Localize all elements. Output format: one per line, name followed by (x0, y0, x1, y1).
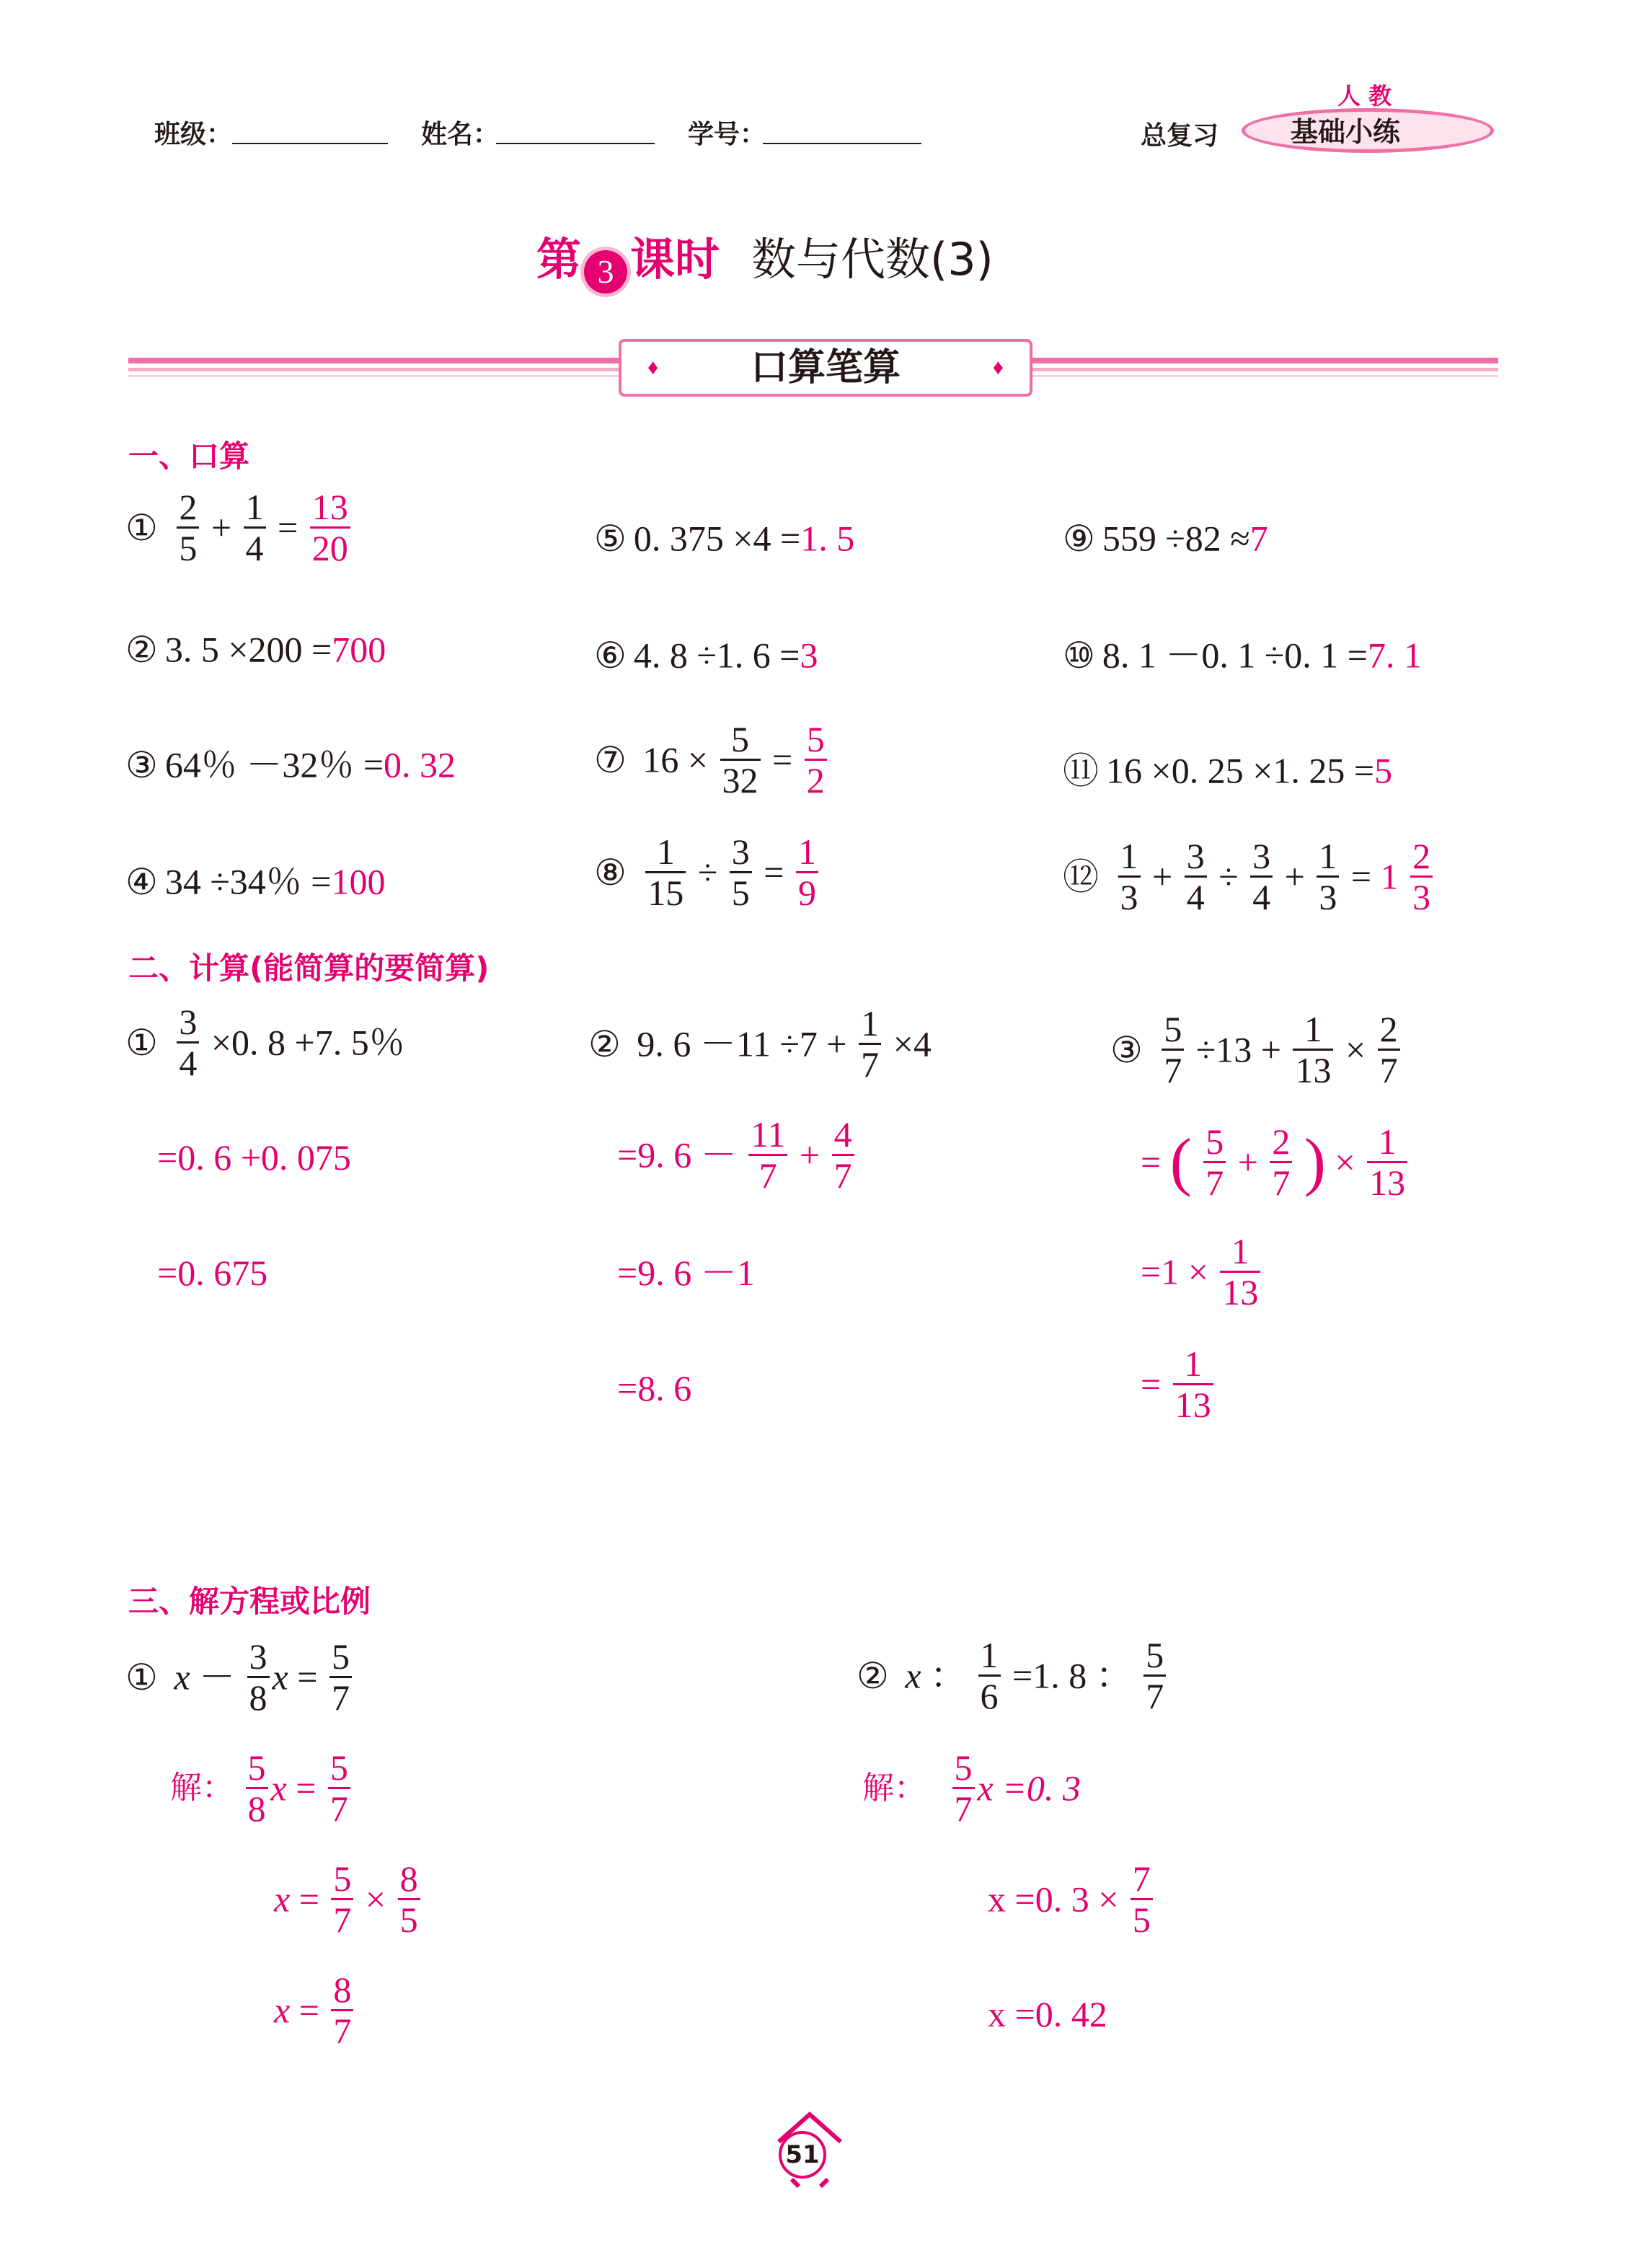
denominator: 7 (1205, 1162, 1224, 1203)
denominator: 8 (249, 1677, 267, 1718)
operator: + (1152, 856, 1173, 897)
fraction (730, 832, 752, 912)
oral-item (1063, 749, 1392, 789)
operator: × (365, 1879, 386, 1920)
expression: 0. 375 ×4 = (633, 518, 801, 559)
item-number: ② (125, 629, 158, 670)
denominator: 32 (722, 760, 758, 800)
calc-step (617, 1115, 857, 1195)
numerator: 5 (1162, 1010, 1184, 1051)
fraction (720, 720, 761, 800)
oral-item (1063, 633, 1422, 674)
numerator: 3 (177, 1002, 199, 1043)
fraction (1162, 1010, 1184, 1090)
solution-label: 解： (862, 1769, 926, 1806)
item-number: ② (857, 1655, 889, 1696)
oral-item (594, 633, 818, 674)
denominator: 20 (311, 528, 348, 568)
expression: 64％ －32％ = (164, 744, 384, 785)
operator: ÷ (697, 852, 718, 893)
lesson-topic: 数与代数(3) (751, 233, 994, 286)
numerator: 1 (796, 832, 818, 873)
denominator: 3 (1319, 877, 1337, 917)
answer: 700 (332, 629, 386, 670)
fraction (331, 1970, 353, 2050)
operator: + (1284, 856, 1305, 897)
oral-item (594, 516, 854, 557)
item-number: ⑥ (594, 635, 627, 676)
fraction (978, 1636, 1001, 1716)
name-label: 姓名： (421, 120, 500, 149)
numerator: 3 (730, 832, 752, 873)
equation-step (862, 1748, 1081, 1828)
denominator: 7 (1146, 1676, 1164, 1716)
expression: =9. 6 － (617, 1134, 737, 1175)
expression: 8. 1 －0. 1 ÷0. 1 = (1102, 635, 1368, 676)
denominator: 7 (861, 1044, 880, 1085)
denominator: 7 (758, 1155, 777, 1196)
fraction (1250, 837, 1273, 917)
solution-label: 解： (170, 1769, 234, 1806)
denominator: 15 (647, 873, 684, 913)
expression: =1 × (1141, 1251, 1208, 1292)
calc-step: =9. 6 －1 (617, 1253, 755, 1293)
fraction (177, 1002, 199, 1082)
fraction (1270, 1122, 1292, 1202)
calc-step: =8. 6 (617, 1368, 692, 1408)
numerator: 5 (1143, 1636, 1166, 1677)
lesson-number-badge: 3 (584, 250, 627, 294)
expression: 16 ×0. 25 ×1. 25 = (1106, 750, 1375, 791)
fraction (1185, 837, 1207, 917)
class-label: 班级： (154, 120, 233, 149)
fraction (832, 1115, 854, 1195)
fraction (328, 1748, 350, 1828)
operator: × (1345, 1029, 1366, 1070)
fraction (645, 832, 686, 912)
answer: 3 (800, 635, 818, 676)
numerator: 1 (1118, 837, 1141, 878)
numerator: 5 (246, 1748, 268, 1789)
expression: ×0. 8 +7. 5％ (211, 1022, 405, 1063)
section-banner (619, 339, 1032, 397)
right-paren: ) (1304, 1126, 1326, 1198)
lesson-prefix: 第 (536, 233, 582, 286)
fraction (1143, 1636, 1166, 1716)
answer-fraction (310, 487, 350, 568)
numerator: 1 (1317, 837, 1339, 878)
numerator: 5 (331, 1859, 353, 1900)
numerator: 8 (398, 1859, 420, 1900)
expression: 9. 6 －11 ÷7 + (637, 1023, 847, 1064)
item-number: ④ (125, 861, 158, 902)
lesson-title (536, 224, 994, 294)
item-number: ③ (125, 744, 158, 785)
series-title: 基础小练 (1291, 116, 1401, 148)
equation-step (170, 1748, 353, 1828)
expression: ×4 (893, 1023, 932, 1064)
diamond-icon: ♦ (992, 356, 1004, 379)
equals: = (1141, 1364, 1162, 1405)
denominator: 5 (1132, 1899, 1151, 1940)
expression: 16 × (642, 739, 709, 780)
section-heading-calc: 二、计算(能简算的要简算) (128, 950, 490, 986)
calc-problem (588, 1004, 932, 1084)
equals: = (764, 852, 784, 893)
numerator: 1 (1293, 1010, 1333, 1051)
ratio-colon: ： (930, 1655, 967, 1696)
denominator: 7 (1164, 1050, 1182, 1090)
fraction (244, 487, 266, 568)
equals: = (298, 1990, 319, 2031)
oral-item (125, 743, 456, 783)
item-number: ⑤ (594, 518, 627, 559)
numerator: 11 (748, 1115, 787, 1156)
denominator: 7 (331, 1677, 350, 1718)
denominator: 8 (247, 1788, 266, 1829)
denominator: 13 (1174, 1385, 1211, 1425)
fraction (1378, 1010, 1400, 1090)
variable: x (905, 1655, 921, 1696)
equation-problem (125, 1637, 355, 1717)
equals: = (278, 507, 298, 548)
item-number: ① (125, 1656, 158, 1698)
expression: 559 ÷82 ≈ (1102, 518, 1250, 559)
fraction (1367, 1122, 1407, 1202)
numerator: 3 (247, 1637, 270, 1678)
oral-item (125, 860, 385, 900)
fraction (1220, 1232, 1260, 1312)
numerator: 1 (978, 1636, 1001, 1677)
denominator: 3 (1120, 877, 1138, 917)
left-paren: ( (1169, 1126, 1192, 1198)
numerator: 1 (1367, 1122, 1407, 1163)
review-label: 总复习 (1141, 121, 1219, 151)
fraction (398, 1859, 420, 1939)
denominator: 7 (1272, 1162, 1291, 1203)
numerator: 5 (1203, 1122, 1226, 1163)
denominator: 5 (731, 873, 750, 913)
fraction (859, 1004, 881, 1084)
class-field[interactable] (232, 143, 388, 144)
oral-item (1063, 837, 1435, 917)
fraction (247, 1637, 270, 1717)
equation-problem (857, 1636, 1169, 1716)
numerator: 1 (645, 832, 686, 873)
numerator: 5 (329, 1637, 352, 1678)
lesson-suffix: 课时 (630, 233, 720, 286)
diamond-icon: ♦ (647, 356, 659, 379)
answer-fraction (796, 832, 818, 912)
expression: ÷13 + (1195, 1029, 1281, 1070)
expression: x =0. 3 × (988, 1879, 1119, 1920)
equals: = (1350, 856, 1372, 897)
expression: x =0. 3 (977, 1768, 1081, 1809)
denominator: 5 (179, 528, 198, 568)
fraction (748, 1115, 787, 1195)
answer: 5 (1374, 750, 1393, 791)
expression: 34 ÷34％ = (164, 861, 332, 902)
expression: 3. 5 ×200 = (164, 629, 332, 670)
denominator: 7 (333, 1899, 352, 1940)
numerator: 5 (805, 720, 827, 761)
numerator: 13 (310, 487, 350, 529)
numerator: 5 (720, 720, 761, 761)
fraction (1203, 1122, 1226, 1202)
equals: = (1141, 1142, 1162, 1183)
answer: 7. 1 (1367, 635, 1422, 676)
denominator: 7 (833, 1155, 852, 1196)
item-number: ⑦ (594, 739, 627, 780)
numerator: 2 (1410, 837, 1433, 878)
fraction (952, 1748, 975, 1828)
id-field[interactable] (763, 143, 921, 144)
numerator: 5 (328, 1748, 350, 1789)
numerator: 2 (177, 487, 199, 529)
denominator: 4 (1186, 877, 1205, 917)
fraction (1173, 1344, 1213, 1424)
calc-step (1141, 1232, 1263, 1312)
operator: + (211, 507, 232, 548)
denominator: 4 (179, 1043, 198, 1083)
oral-item (594, 832, 821, 912)
denominator: 7 (333, 2011, 352, 2051)
item-number: ③ (1110, 1029, 1143, 1070)
page-number: 51 (779, 2131, 826, 2179)
section-heading-equations: 三、解方程或比例 (128, 1584, 371, 1619)
item-number: ⑪ (1063, 750, 1099, 791)
numerator: 3 (1185, 837, 1207, 878)
fraction (331, 1859, 353, 1939)
oral-item (125, 487, 353, 568)
operator: + (1237, 1142, 1258, 1183)
denominator: 7 (329, 1788, 348, 1829)
expression: =1. 8 ： (1012, 1655, 1132, 1696)
calc-step: =0. 675 (157, 1253, 268, 1293)
numerator: 1 (1220, 1232, 1260, 1273)
numerator: 1 (1173, 1344, 1213, 1385)
fraction (246, 1748, 268, 1828)
denominator: 3 (1412, 877, 1431, 917)
variable: x (174, 1656, 190, 1698)
item-number: ⑩ (1063, 635, 1095, 676)
name-field[interactable] (496, 143, 655, 144)
answer: 1. 5 (800, 518, 855, 559)
equation-step (988, 1859, 1156, 1939)
variable: x (270, 1768, 287, 1809)
numerator: 2 (1378, 1010, 1400, 1051)
equals: = (298, 1879, 319, 1920)
operator: × (1335, 1142, 1355, 1183)
variable: x (274, 1879, 291, 1920)
publisher-label: 人 教 (1337, 82, 1392, 110)
denominator: 6 (980, 1676, 999, 1716)
item-number: ⑨ (1063, 518, 1095, 559)
denominator: 13 (1295, 1050, 1332, 1090)
answer-whole: 1 (1380, 856, 1399, 897)
oral-item (125, 627, 386, 668)
operator: + (799, 1134, 820, 1175)
operator: － (199, 1656, 236, 1698)
calc-problem (1110, 1010, 1403, 1090)
expression: 4. 8 ÷1. 6 = (633, 635, 800, 676)
item-number: ① (125, 1022, 158, 1063)
equals: = (296, 1768, 317, 1809)
denominator: 7 (1379, 1050, 1398, 1090)
fraction (177, 487, 199, 568)
id-label: 学号： (688, 120, 766, 149)
numerator: 5 (952, 1748, 975, 1789)
denominator: 7 (954, 1788, 973, 1829)
numerator: 2 (1270, 1122, 1292, 1163)
denominator: 9 (797, 873, 816, 913)
equation-step (274, 1970, 356, 2050)
denominator: 13 (1369, 1162, 1406, 1203)
answer: 0. 32 (384, 744, 456, 785)
calc-problem (125, 1002, 405, 1082)
denominator: 4 (245, 528, 264, 568)
fraction (1317, 837, 1339, 917)
answer-fraction (1410, 837, 1433, 917)
variable: x (274, 1990, 291, 2031)
denominator: 5 (399, 1899, 418, 1940)
fraction (1131, 1859, 1153, 1939)
item-number: ⑧ (594, 852, 627, 893)
fraction (1293, 1010, 1333, 1090)
answer-fraction (805, 720, 827, 800)
oral-item (594, 720, 830, 800)
equation-step (274, 1859, 423, 1939)
item-number: ① (125, 507, 158, 548)
equals: = (772, 739, 793, 780)
equals: = (297, 1656, 318, 1698)
fraction (329, 1637, 352, 1717)
numerator: 8 (331, 1970, 353, 2011)
section-heading-oral: 一、口算 (128, 438, 250, 474)
answer: 100 (331, 861, 386, 902)
calc-step: =0. 6 +0. 075 (157, 1137, 351, 1178)
answer: 7 (1249, 518, 1268, 559)
fraction (1118, 837, 1141, 917)
banner-title: 口算笔算 (750, 346, 901, 389)
numerator: 3 (1250, 837, 1273, 878)
item-number: ⑫ (1063, 856, 1099, 897)
denominator: 4 (1252, 877, 1271, 917)
numerator: 1 (859, 1004, 881, 1045)
operator: ÷ (1218, 856, 1239, 897)
numerator: 4 (832, 1115, 854, 1156)
numerator: 1 (244, 487, 266, 529)
equation-step: x =0. 42 (988, 1994, 1107, 2034)
calc-step (1141, 1344, 1216, 1424)
numerator: 7 (1131, 1859, 1153, 1900)
denominator: 2 (806, 760, 825, 800)
item-number: ② (588, 1023, 621, 1064)
calc-step (1141, 1122, 1410, 1202)
variable: x (272, 1656, 288, 1698)
oral-item (1063, 516, 1268, 557)
denominator: 13 (1222, 1272, 1259, 1312)
